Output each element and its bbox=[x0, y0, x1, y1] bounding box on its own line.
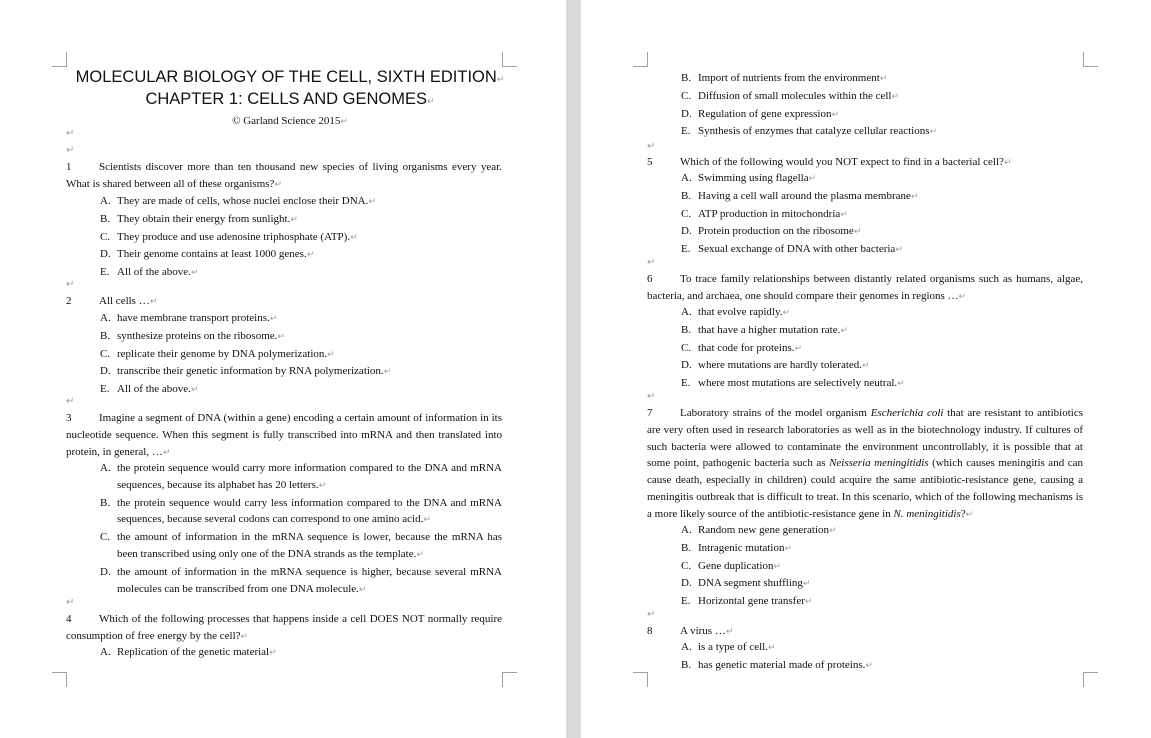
paragraph-mark-icon: ↵ bbox=[274, 179, 282, 190]
question-number: 7 bbox=[647, 407, 653, 419]
option-letter: C. bbox=[681, 559, 692, 572]
question-4-text[interactable]: 4 Which of the following processes that happens inside a cell DOES NOT normally require consumption of free energy by the cell?↵ bbox=[66, 613, 502, 642]
option-c[interactable]: C. ATP production in mitochondria↵ bbox=[681, 206, 1083, 224]
question-8-text[interactable]: 8 A virus …↵ bbox=[647, 623, 1083, 641]
empty-paragraph: ↵ bbox=[66, 128, 75, 139]
paragraph-mark-icon: ↵ bbox=[496, 75, 505, 85]
option-letter: E. bbox=[681, 125, 691, 138]
option-d[interactable]: D. the amount of information in the mRNA sequence is higher, because several mRNA molecules can be transcribed from one DNA molecule.↵ bbox=[100, 565, 502, 595]
paragraph-mark-icon: ↵ bbox=[773, 561, 781, 572]
question-2-options bbox=[100, 310, 502, 399]
paragraph-mark-icon: ↵ bbox=[862, 361, 870, 372]
option-letter: C. bbox=[681, 89, 692, 102]
option-letter: B. bbox=[100, 212, 111, 225]
option-letter: B. bbox=[681, 658, 692, 671]
option-a[interactable]: A. Swimming using flagella↵ bbox=[681, 170, 1083, 188]
paragraph-mark-icon: ↵ bbox=[358, 584, 367, 595]
option-a[interactable]: A. is a type of cell.↵ bbox=[681, 639, 1083, 657]
question-4-options-part-1 bbox=[100, 644, 502, 662]
option-d[interactable]: D. Protein production on the ribosome↵ bbox=[681, 223, 1083, 241]
paragraph-mark-icon: ↵ bbox=[423, 515, 431, 526]
crop-mark-bottom-right bbox=[1083, 672, 1098, 687]
empty-paragraph: ↵ bbox=[66, 597, 75, 608]
option-d[interactable]: D. Regulation of gene expression↵ bbox=[681, 106, 1083, 124]
option-b[interactable]: B. synthesize proteins on the ribosome.↵ bbox=[100, 328, 502, 346]
option-letter: A. bbox=[100, 312, 111, 324]
option-b[interactable]: B. has genetic material made of proteins.↵ bbox=[681, 657, 1083, 675]
option-a[interactable]: A. They are made of cells, whose nuclei enclose their DNA.↵ bbox=[100, 193, 502, 211]
paragraph-mark-icon: ↵ bbox=[426, 97, 435, 107]
question-6-options bbox=[681, 304, 1083, 393]
paragraph-mark-icon: ↵ bbox=[840, 209, 848, 220]
option-letter: C. bbox=[681, 341, 692, 354]
paragraph-mark-icon: ↵ bbox=[802, 579, 811, 590]
crop-mark-top-right bbox=[502, 52, 517, 67]
option-letter: C. bbox=[100, 531, 111, 544]
paragraph-mark-icon: ↵ bbox=[895, 245, 903, 256]
paragraph-mark-icon: ↵ bbox=[340, 117, 348, 127]
paragraph-mark-icon: ↵ bbox=[190, 385, 199, 396]
question-6-text[interactable]: 6 To trace family relationships between distantly related organisms such as humans, algae, bacteria, and archaea, one should compare their genomes in regions …↵ bbox=[647, 273, 1083, 302]
option-c[interactable]: C. that code for proteins.↵ bbox=[681, 340, 1083, 358]
crop-mark-bottom-right bbox=[502, 672, 517, 687]
option-c[interactable]: C. Gene duplication↵ bbox=[681, 558, 1083, 576]
option-letter: B. bbox=[100, 329, 111, 342]
option-letter: A. bbox=[100, 462, 111, 474]
option-letter: D. bbox=[100, 248, 111, 261]
crop-mark-top-left bbox=[633, 52, 648, 67]
question-number: 2 bbox=[66, 295, 72, 307]
option-a[interactable]: A. Replication of the genetic material↵ bbox=[100, 644, 502, 662]
option-letter: A. bbox=[100, 195, 111, 207]
species-name: N. meningitidis bbox=[893, 507, 961, 520]
option-letter: A. bbox=[681, 306, 692, 318]
paragraph-mark-icon: ↵ bbox=[277, 331, 285, 342]
question-number: 3 bbox=[66, 412, 72, 424]
paragraph-mark-icon: ↵ bbox=[383, 367, 392, 378]
option-letter: B. bbox=[681, 189, 692, 202]
book-title: MOLECULAR BIOLOGY OF THE CELL, SIXTH EDITION↵ bbox=[75, 68, 505, 86]
question-5-text[interactable]: 5 Which of the following would you NOT expect to find in a bacterial cell?↵ bbox=[647, 154, 1083, 172]
question-2-text[interactable]: 2 All cells …↵ bbox=[66, 293, 502, 311]
paragraph-mark-icon: ↵ bbox=[897, 379, 905, 390]
paragraph-mark-icon: ↵ bbox=[965, 509, 974, 520]
option-letter: E. bbox=[100, 383, 110, 396]
option-e[interactable]: E. Horizontal gene transfer↵ bbox=[681, 593, 1083, 611]
option-b[interactable]: B. They obtain their energy from sunlight.↵ bbox=[100, 211, 502, 229]
option-e[interactable]: E. All of the above.↵ bbox=[100, 381, 502, 399]
option-letter: C. bbox=[681, 207, 692, 220]
paragraph-mark-icon: ↵ bbox=[350, 232, 358, 243]
option-b[interactable]: B. Intragenic mutation↵ bbox=[681, 540, 1083, 558]
option-letter: D. bbox=[681, 225, 692, 238]
paragraph-mark-icon: ↵ bbox=[808, 174, 817, 184]
option-a[interactable]: A. the protein sequence would carry more information compared to the DNA and mRNA sequences, because its alphabet has 20 letters.↵ bbox=[100, 462, 502, 491]
paragraph-mark-icon: ↵ bbox=[840, 325, 848, 336]
paragraph-mark-icon: ↵ bbox=[269, 648, 277, 658]
option-c[interactable]: C. They produce and use adenosine triphosphate (ATP).↵ bbox=[100, 229, 502, 247]
option-letter: D. bbox=[681, 577, 692, 590]
option-letter: B. bbox=[681, 323, 692, 336]
option-d[interactable]: D. DNA segment shuffling↵ bbox=[681, 575, 1083, 593]
option-letter: C. bbox=[100, 347, 111, 360]
question-7-text[interactable]: 7 Laboratory strains of the model organism Escherichia coli that are resistant to antibiotics are very often used in research laboratories as well as in the biotechnology industry. If cultures of such bacteria were allowed to contaminate the environment uncontrollably, it is possible that at some point, pathogenic bacteria such as Neisseria meningitidis (which causes meningitis and can cause death, especially in children) could acquire the same antibiotic-resistance gene, causing a meningitis outbreak that is difficult to treat. In this scenario, which of the following mechanisms is a more likely source of the antibiotic-resistance gene in N. meningitidis?↵ bbox=[647, 407, 1083, 520]
option-letter: D. bbox=[100, 565, 111, 578]
option-c[interactable]: C. Diffusion of small molecules within the cell↵ bbox=[681, 88, 1083, 106]
question-1-options bbox=[100, 193, 502, 282]
paragraph-mark-icon: ↵ bbox=[767, 643, 776, 653]
option-b[interactable]: B. that have a higher mutation rate.↵ bbox=[681, 322, 1083, 340]
crop-mark-bottom-left bbox=[633, 672, 648, 687]
option-c[interactable]: C. the amount of information in the mRNA sequence is lower, because the mRNA has been transcribed using only one of the DNA strands as the template.↵ bbox=[100, 531, 502, 560]
paragraph-mark-icon: ↵ bbox=[149, 297, 158, 307]
paragraph-mark-icon: ↵ bbox=[190, 268, 199, 279]
question-number: 8 bbox=[647, 625, 653, 637]
option-letter: A. bbox=[681, 524, 692, 536]
paragraph-mark-icon: ↵ bbox=[910, 191, 919, 202]
option-letter: B. bbox=[681, 541, 692, 554]
paragraph-mark-icon: ↵ bbox=[1003, 158, 1012, 168]
option-c[interactable]: C. replicate their genome by DNA polymerization.↵ bbox=[100, 346, 502, 364]
empty-paragraph: ↵ bbox=[66, 145, 75, 156]
option-letter: E. bbox=[681, 595, 691, 608]
option-e[interactable]: E. All of the above.↵ bbox=[100, 264, 502, 282]
paragraph-mark-icon: ↵ bbox=[804, 597, 813, 608]
option-letter: D. bbox=[100, 365, 111, 378]
question-number: 6 bbox=[647, 273, 653, 285]
option-d[interactable]: D. Their genome contains at least 1000 genes.↵ bbox=[100, 246, 502, 264]
empty-paragraph: ↵ bbox=[647, 391, 656, 402]
crop-mark-top-left bbox=[52, 52, 67, 67]
species-name: Neisseria meningitidis bbox=[829, 457, 929, 470]
question-5-options bbox=[681, 170, 1083, 259]
option-e[interactable]: E. Sexual exchange of DNA with other bacteria↵ bbox=[681, 241, 1083, 259]
paragraph-mark-icon: ↵ bbox=[725, 627, 734, 637]
option-b[interactable]: B. the protein sequence would carry less information compared to the DNA and mRNA sequences, because several codons can correspond to one amino acid.↵ bbox=[100, 496, 502, 526]
paragraph-mark-icon: ↵ bbox=[290, 214, 298, 225]
option-letter: D. bbox=[681, 359, 692, 372]
option-letter: B. bbox=[100, 496, 111, 509]
paragraph-mark-icon: ↵ bbox=[162, 447, 171, 458]
option-d[interactable]: D. transcribe their genetic information by RNA polymerization.↵ bbox=[100, 363, 502, 381]
crop-mark-top-right bbox=[1083, 52, 1098, 67]
question-number: 5 bbox=[647, 156, 653, 168]
question-1-text[interactable]: 1 Scientists discover more than ten thousand new species of living organisms every year. What is shared between all of these organisms?↵ bbox=[66, 161, 502, 190]
option-letter: A. bbox=[100, 646, 111, 658]
paragraph-mark-icon: ↵ bbox=[782, 308, 791, 318]
paragraph-mark-icon: ↵ bbox=[958, 291, 967, 302]
option-letter: C. bbox=[100, 230, 111, 243]
species-name: Escherichia coli bbox=[870, 407, 944, 419]
option-letter: E. bbox=[100, 266, 110, 279]
paragraph-mark-icon: ↵ bbox=[416, 549, 424, 560]
question-3-text[interactable]: 3 Imagine a segment of DNA (within a gene) encoding a certain amount of information in its nucleotide sequence. When this segment is fully transcribed into mRNA and then translated into protein, in general, …↵ bbox=[66, 412, 502, 458]
copyright-notice: © Garland Science 2015↵ bbox=[232, 115, 348, 127]
document-page-1 bbox=[0, 0, 566, 738]
option-d[interactable]: D. where mutations are hardly tolerated.↵ bbox=[681, 357, 1083, 375]
paragraph-mark-icon: ↵ bbox=[784, 543, 792, 554]
option-b[interactable]: B. Having a cell wall around the plasma membrane↵ bbox=[681, 188, 1083, 206]
paragraph-mark-icon: ↵ bbox=[853, 227, 862, 238]
option-letter: D. bbox=[681, 107, 692, 120]
empty-paragraph: ↵ bbox=[647, 141, 656, 152]
option-letter: E. bbox=[681, 377, 691, 390]
option-a[interactable]: A. that evolve rapidly.↵ bbox=[681, 304, 1083, 322]
paragraph-mark-icon: ↵ bbox=[891, 91, 900, 102]
paragraph-mark-icon: ↵ bbox=[929, 127, 938, 138]
option-e[interactable]: E. where most mutations are selectively neutral.↵ bbox=[681, 375, 1083, 393]
paragraph-mark-icon: ↵ bbox=[306, 250, 315, 261]
question-number: 1 bbox=[66, 161, 72, 173]
question-4-options-part-2 bbox=[681, 70, 1083, 141]
option-letter: A. bbox=[681, 641, 692, 653]
question-7-options bbox=[681, 522, 1083, 611]
empty-paragraph: ↵ bbox=[647, 609, 656, 620]
option-a[interactable]: A. Random new gene generation↵ bbox=[681, 522, 1083, 540]
paragraph-mark-icon: ↵ bbox=[794, 343, 803, 354]
empty-paragraph: ↵ bbox=[647, 257, 656, 268]
crop-mark-bottom-left bbox=[52, 672, 67, 687]
chapter-title: CHAPTER 1: CELLS AND GENOMES↵ bbox=[145, 90, 435, 108]
question-3-options bbox=[100, 460, 502, 598]
option-e[interactable]: E. Synthesis of enzymes that catalyze cellular reactions↵ bbox=[681, 123, 1083, 141]
paragraph-mark-icon: ↵ bbox=[831, 109, 840, 120]
document-page-2 bbox=[581, 0, 1151, 738]
empty-paragraph: ↵ bbox=[66, 279, 75, 290]
option-a[interactable]: A. have membrane transport proteins.↵ bbox=[100, 310, 502, 328]
paragraph-mark-icon: ↵ bbox=[327, 349, 335, 360]
paragraph-mark-icon: ↵ bbox=[865, 660, 873, 671]
question-8-options bbox=[681, 639, 1083, 675]
option-b[interactable]: B. Import of nutrients from the environment↵ bbox=[681, 70, 1083, 88]
document-header bbox=[60, 68, 520, 129]
paragraph-mark-icon: ↵ bbox=[240, 631, 249, 642]
paragraph-mark-icon: ↵ bbox=[269, 314, 278, 324]
paragraph-mark-icon: ↵ bbox=[318, 480, 327, 491]
paragraph-mark-icon: ↵ bbox=[829, 526, 837, 536]
paragraph-mark-icon: ↵ bbox=[879, 74, 888, 84]
paragraph-mark-icon: ↵ bbox=[368, 197, 376, 207]
option-letter: A. bbox=[681, 172, 692, 184]
option-letter: E. bbox=[681, 243, 691, 256]
empty-paragraph: ↵ bbox=[66, 396, 75, 407]
question-number: 4 bbox=[66, 613, 72, 625]
option-letter: B. bbox=[681, 72, 692, 84]
